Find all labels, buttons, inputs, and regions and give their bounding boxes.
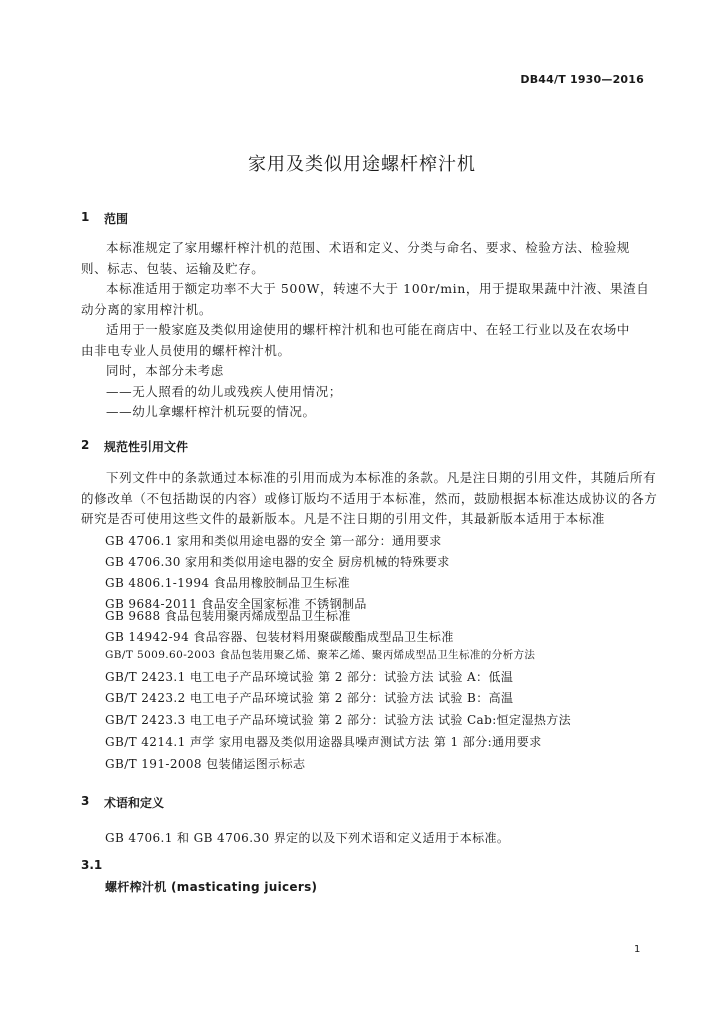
section-title: 术语和定义	[104, 796, 165, 810]
reference-item: GB 14942-94 食品容器、包装材料用聚碳酸酯成型品卫生标准	[105, 630, 454, 644]
reference-item: GB 9688 食品包装用聚丙烯成型品卫生标准	[105, 609, 351, 623]
reference-item: GB/T 5009.60-2003 食品包装用聚乙烯、聚苯乙烯、聚丙烯成型品卫生标准的分析方法	[105, 649, 536, 661]
document-title: 家用及类似用途螺杆榨汁机	[248, 154, 476, 175]
definition-intro: GB 4706.1 和 GB 4706.30 界定的以及下列术语和定义适用于本标准。	[105, 831, 510, 845]
reference-item: GB/T 4214.1 声学 家用电器及类似用途器具噪声测试方法 第 1 部分:通用要求	[105, 735, 542, 749]
reference-item: GB/T 191-2008 包装储运图示标志	[105, 757, 306, 771]
reference-item: GB/T 2423.2 电工电子产品环境试验 第 2 部分：试验方法 试验 B：高温	[105, 691, 514, 705]
reference-item: GB/T 2423.3 电工电子产品环境试验 第 2 部分：试验方法 试验 Cab:恒定湿热方法	[105, 713, 572, 727]
paragraph-line: 下列文件中的条款通过本标准的引用而成为本标准的条款。凡是注日期的引用文件，其随后所有	[106, 470, 657, 485]
section-1-heading	[81, 210, 381, 226]
paragraph-line: 同时，本部分未考虑	[106, 363, 224, 378]
subsection-number: 3.1	[81, 858, 103, 872]
section-title: 规范性引用文件	[104, 440, 189, 454]
section-2-heading	[81, 438, 381, 454]
term-title: 螺杆榨汁机 (masticating juicers)	[105, 880, 318, 894]
paragraph-line: 本标准适用于额定功率不大于 500W，转速不大于 100r/min，用于提取果蔬中汁液、果渣自	[106, 281, 650, 296]
paragraph-line: 研究是否可使用这些文件的最新版本。凡是不注日期的引用文件，其最新版本适用于本标准	[81, 511, 606, 526]
section-title: 范围	[104, 212, 129, 226]
section-number: 2	[81, 438, 90, 452]
page-number: 1	[634, 944, 641, 955]
standard-code: DB44/T 1930—2016	[520, 73, 644, 86]
paragraph-line: ——无人照看的幼儿或残疾人使用情况；	[106, 383, 342, 399]
section-3-heading	[81, 794, 381, 810]
section-number: 3	[81, 794, 90, 808]
reference-item: GB/T 2423.1 电工电子产品环境试验 第 2 部分：试验方法 试验 A：低温	[105, 670, 514, 684]
paragraph-line: 适用于一般家庭及类似用途使用的螺杆榨汁机和也可能在商店中、在轻工行业以及在农场中	[106, 322, 631, 337]
section-2-body	[81, 468, 657, 530]
reference-item: GB 4706.30 家用和类似用途电器的安全 厨房机械的特殊要求	[105, 555, 450, 569]
reference-item: GB 9684-2011 食品安全国家标准 不锈钢制品	[105, 597, 367, 611]
paragraph-line: 由非电专业人员使用的螺杆榨汁机。	[81, 342, 291, 358]
reference-item: GB 4806.1-1994 食品用橡胶制品卫生标准	[105, 576, 351, 590]
paragraph-line: 动分离的家用榨汁机。	[81, 301, 213, 317]
paragraph-line: 则、标志、包装、运输及贮存。	[81, 260, 265, 276]
paragraph-line: 本标准规定了家用螺杆榨汁机的范围、术语和定义、分类与命名、要求、检验方法、检验规	[106, 240, 631, 255]
section-1-body	[81, 238, 649, 423]
paragraph-line: 的修改单（不包括勘误的内容）或修订版均不适用于本标准，然而，鼓励根据本标准达成协议的各方	[81, 490, 658, 506]
reference-item: GB 4706.1 家用和类似用途电器的安全 第一部分：通用要求	[105, 534, 442, 548]
section-number: 1	[81, 210, 90, 224]
paragraph-line: ——幼儿拿螺杆榨汁机玩耍的情况。	[106, 404, 316, 419]
